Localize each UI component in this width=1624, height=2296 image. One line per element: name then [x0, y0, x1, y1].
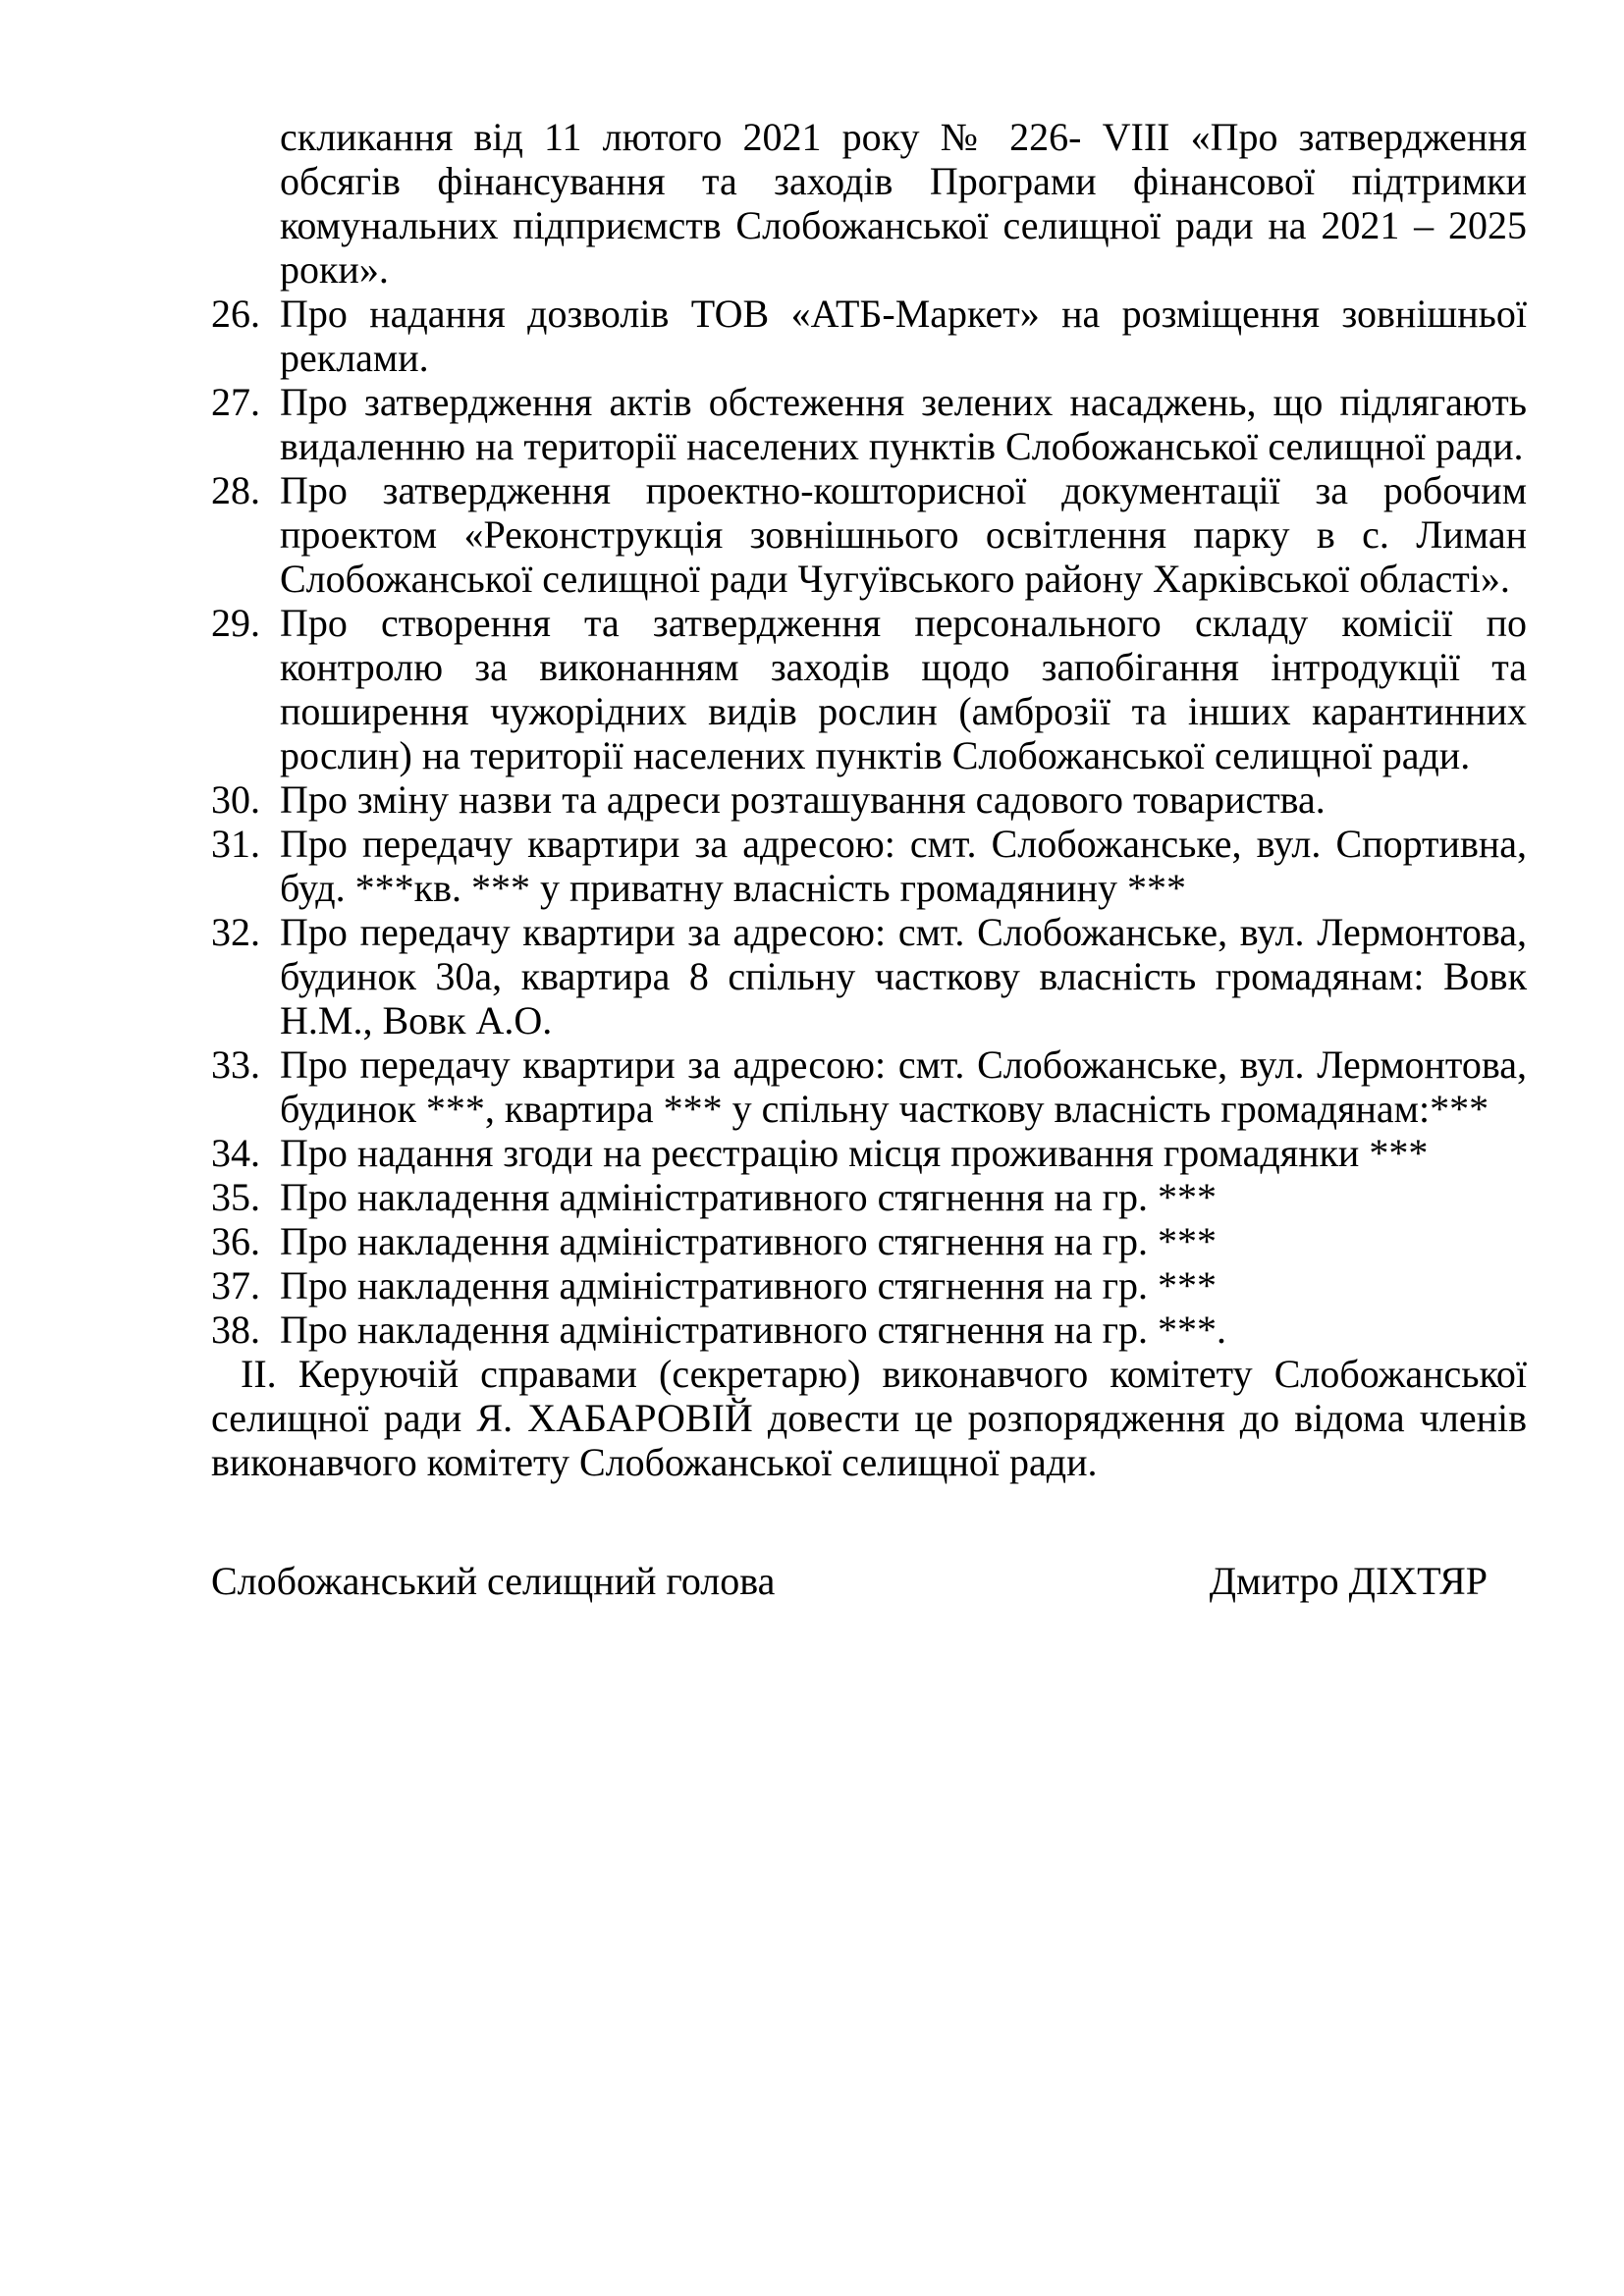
list-item — [211, 910, 1527, 1042]
section-two-paragraph: ІІ. Керуючій справами (секретарю) виконавчого комітету Слобожанської селищної ради Я. ХАБАРОВІЙ довести це розпорядження до відома членів виконавчого комітету Слобожанської селищної ради. — [211, 1352, 1527, 1484]
item-text: Про накладення адміністративного стягнення на гр. ***. — [280, 1308, 1227, 1352]
item-text: Про затвердження актів обстеження зелених насаджень, що підлягають видаленню на території населених пунктів Слобожанської селищної ради. — [280, 380, 1527, 468]
item-number: 35. — [211, 1175, 260, 1219]
list-item — [211, 1219, 1527, 1263]
item-text: Про накладення адміністративного стягнення на гр. *** — [280, 1175, 1218, 1219]
item-text: Про передачу квартири за адресою: смт. Слобожанське, вул. Лермонтова, будинок 30а, квартира 8 спільну часткову власність громадянам: Вовк Н.М., Вовк А.О. — [280, 910, 1527, 1042]
document-body — [211, 115, 1527, 1484]
item-number: 30. — [211, 777, 260, 822]
item-number: 34. — [211, 1131, 260, 1175]
signatory-position: Слобожанський селищний голова — [211, 1559, 776, 1603]
list-item — [211, 380, 1527, 468]
list-item — [211, 1175, 1527, 1219]
agenda-list — [211, 292, 1527, 1352]
item-number: 33. — [211, 1042, 260, 1087]
list-item — [211, 1131, 1527, 1175]
list-item — [211, 822, 1527, 910]
item-number: 36. — [211, 1219, 260, 1263]
item-text: Про надання дозволів ТОВ «АТБ-Маркет» на розміщення зовнішньої реклами. — [280, 292, 1527, 380]
item-text: Про накладення адміністративного стягнення на гр. *** — [280, 1219, 1218, 1263]
list-item — [211, 1263, 1527, 1308]
item-number: 38. — [211, 1308, 260, 1352]
item-text: Про затвердження проектно-кошторисної документації за робочим проектом «Реконструкція зовнішнього освітлення парку в с. Лиман Слобожанської селищної ради Чугуївського району Харківської області». — [280, 468, 1527, 601]
item-number: 27. — [211, 380, 260, 424]
list-item — [211, 1308, 1527, 1352]
list-item — [211, 292, 1527, 380]
item-number: 31. — [211, 822, 260, 866]
item-text: Про передачу квартири за адресою: смт. Слобожанське, вул. Спортивна, буд. ***кв. *** у приватну власність громадянину *** — [280, 822, 1527, 910]
item-text: Про накладення адміністративного стягнення на гр. *** — [280, 1263, 1218, 1308]
item-text: Про надання згоди на реєстрацію місця проживання громадянки *** — [280, 1131, 1429, 1175]
item-number: 37. — [211, 1263, 260, 1308]
signatory-name: Дмитро ДІХТЯР — [1209, 1559, 1488, 1603]
item-text: Про передачу квартири за адресою: смт. Слобожанське, вул. Лермонтова, будинок ***, квартира *** у спільну часткову власність громадянам:*** — [280, 1042, 1527, 1131]
list-item — [211, 468, 1527, 601]
item-text: Про створення та затвердження персонального складу комісії по контролю за виконанням заходів щодо запобігання інтродукції та поширення чужорідних видів рослин (амброзії та інших карантинних рослин) на території населених пунктів Слобожанської селищної ради. — [280, 601, 1527, 777]
list-item — [211, 601, 1527, 777]
item-number: 32. — [211, 910, 260, 954]
list-item — [211, 777, 1527, 822]
item-number: 28. — [211, 468, 260, 512]
item-number: 29. — [211, 601, 260, 645]
list-item — [211, 1042, 1527, 1131]
continuation-paragraph: скликання від 11 лютого 2021 року № 226- VIII «Про затвердження обсягів фінансування та заходів Програми фінансової підтримки комунальних підприємств Слобожанської селищної ради на 2021 – 2025 роки». — [280, 115, 1527, 292]
item-text: Про зміну назви та адреси розташування садового товариства. — [280, 777, 1326, 822]
item-number: 26. — [211, 292, 260, 336]
